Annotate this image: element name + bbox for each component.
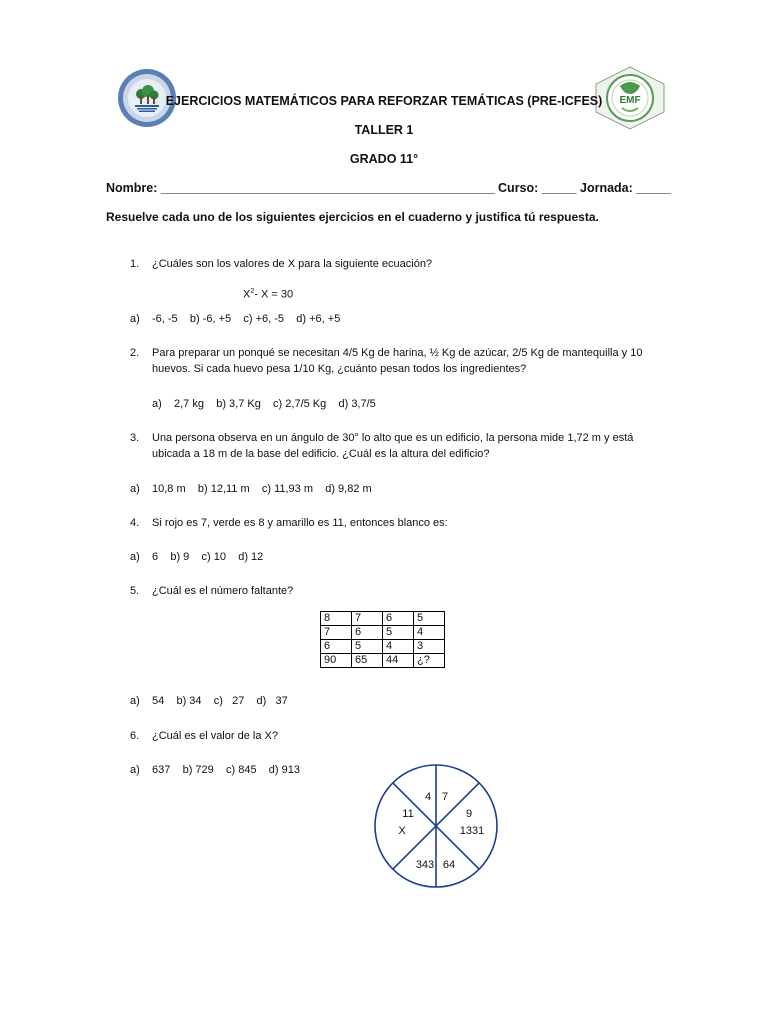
question-5-text: ¿Cuál es el número faltante? [152, 585, 294, 597]
table-cell: 7 [352, 612, 383, 626]
grado-label: GRADO 11° [349, 152, 419, 166]
question-3-text-line1: Una persona observa en un ángulo de 30° lo alto que es un edificio, la persona mide 1,72 m y está [152, 432, 634, 444]
table-cell: 5 [383, 626, 414, 640]
question-5-options: a) 54 b) 34 c) 27 d) 37 [130, 695, 288, 707]
table-cell: 6 [321, 640, 352, 654]
question-3-text-line2: ubicada a 18 m de la base del edificio. ¿Cuál es la altura del edificio? [152, 448, 490, 460]
question-3-options: a) 10,8 m b) 12,11 m c) 11,93 m d) 9,82 m [130, 483, 372, 495]
circle-value: 9 [465, 808, 473, 820]
question-3-number: 3. [130, 432, 140, 444]
table-cell: 65 [352, 654, 383, 668]
number-grid-table [320, 611, 445, 668]
circle-value: 1331 [459, 825, 485, 837]
question-4-text: Si rojo es 7, verde es 8 y amarillo es 11, entonces blanco es: [152, 517, 448, 529]
question-1-equation: $X^2-$ X = 30 [243, 288, 294, 301]
question-6-options: a) 637 b) 729 c) 845 d) 913 [130, 764, 300, 776]
table-cell: 3 [414, 640, 445, 654]
question-5-number: 5. [130, 585, 140, 597]
table-cell: 4 [383, 640, 414, 654]
table-cell: 44 [383, 654, 414, 668]
taller-label: TALLER 1 [354, 123, 414, 137]
table-cell: 5 [352, 640, 383, 654]
instructions: Resuelve cada uno de los siguientes ejercicios en el cuaderno y justifica tú respuesta. [106, 210, 599, 224]
circle-value: 64 [442, 859, 456, 871]
question-2-text-line1: Para preparar un ponqué se necesitan 4/5 Kg de harina, ½ Kg de azúcar, 2/5 Kg de mantequilla y 10 [152, 347, 643, 359]
circle-value: 7 [441, 791, 449, 803]
circle-puzzle-diagram [373, 763, 499, 889]
circle-value: 343 [415, 859, 435, 871]
question-1-options: a) -6, -5 b) -6, +5 c) +6, -5 d) +6, +5 [130, 313, 341, 325]
circle-value: 4 [424, 791, 432, 803]
table-row [321, 640, 445, 654]
question-2-number: 2. [130, 347, 140, 359]
table-cell: 5 [414, 612, 445, 626]
question-4-options: a) 6 b) 9 c) 10 d) 12 [130, 551, 264, 563]
question-6-number: 6. [130, 730, 140, 742]
question-2-options: a) 2,7 kg b) 3,7 Kg c) 2,7/5 Kg d) 3,7/5 [152, 398, 376, 410]
table-cell: 8 [321, 612, 352, 626]
question-4-number: 4. [130, 517, 140, 529]
table-cell: 6 [352, 626, 383, 640]
question-6-text: ¿Cuál es el valor de la X? [152, 730, 278, 742]
table-row [321, 654, 445, 668]
table-row [321, 626, 445, 640]
table-cell: 90 [321, 654, 352, 668]
right-logo-text: EMF [619, 95, 641, 106]
table-cell: ¿? [414, 654, 445, 668]
table-row [321, 612, 445, 626]
circle-value: X [398, 825, 406, 837]
circle-value: 11 [402, 808, 414, 820]
table-cell: 4 [414, 626, 445, 640]
document-title: EJERCICIOS MATEMÁTICOS PARA REFORZAR TEMÁTICAS (PRE-ICFES) [165, 94, 603, 108]
student-fields-line: Nombre: ________________________________________________ Curso: _____ Jornada: _____ [106, 181, 672, 195]
table-cell: 7 [321, 626, 352, 640]
table-cell: 6 [383, 612, 414, 626]
question-2-text-line2: huevos. Si cada huevo pesa 1/10 Kg, ¿cuánto pesan todos los ingredientes? [152, 363, 527, 375]
question-1-text: ¿Cuáles son los valores de X para la siguiente ecuación? [152, 258, 433, 270]
question-1-number: 1. [130, 258, 140, 270]
